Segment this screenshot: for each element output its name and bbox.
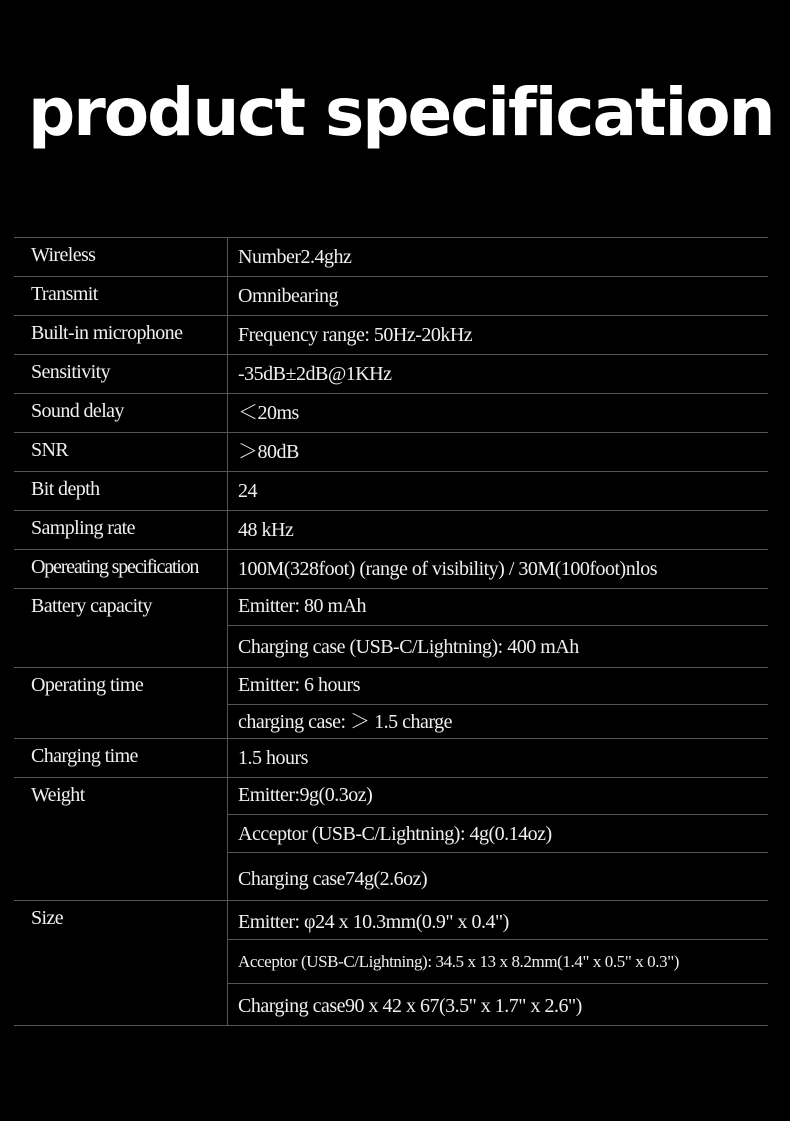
spec-label: Sensitivity [14, 355, 228, 393]
spec-label: SNR [14, 433, 228, 471]
spec-row-transmit [14, 277, 768, 316]
spec-label: Battery capacity [14, 589, 228, 667]
spec-row-sampling-rate [14, 511, 768, 550]
spec-value: Number2.4ghz [238, 246, 352, 268]
spec-value: Emitter: 80 mAh [238, 595, 367, 617]
page-title: product specification [28, 74, 774, 151]
spec-value: 1.5 hours [238, 747, 308, 769]
spec-label: Weight [14, 778, 228, 900]
spec-value: Charging case90 x 42 x 67(3.5" x 1.7" x 2.6") [228, 983, 768, 1025]
spec-value: 24 [238, 480, 257, 502]
spec-value: ＞80dB [238, 441, 299, 463]
spec-label: Opereating specification [14, 550, 228, 588]
spec-row-operating-time [14, 668, 768, 739]
spec-value: Charging case74g(2.6oz) [228, 852, 768, 900]
spec-row-sensitivity [14, 355, 768, 394]
spec-row-size [14, 901, 768, 1026]
spec-value: Acceptor (USB-C/Lightning): 34.5 x 13 x 8.2mm(1.4" x 0.5" x 0.3") [228, 939, 768, 983]
spec-row-wireless [14, 238, 768, 277]
spec-row-operating-spec [14, 550, 768, 589]
spec-value: Acceptor (USB-C/Lightning): 4g(0.14oz) [228, 814, 768, 852]
spec-label: Bit depth [14, 472, 228, 510]
spec-value: Omnibearing [238, 285, 339, 307]
spec-value: -35dB±2dB@1KHz [238, 363, 392, 385]
spec-row-battery [14, 589, 768, 668]
spec-row-snr [14, 433, 768, 472]
spec-label: Operating time [14, 668, 228, 738]
spec-value: charging case: ＞ 1.5 charge [228, 704, 768, 738]
spec-value: Charging case (USB-C/Lightning): 400 mAh [228, 625, 768, 667]
spec-value: ＜20ms [238, 402, 299, 424]
spec-row-weight [14, 778, 768, 901]
spec-table [14, 237, 768, 1026]
spec-value: Frequency range: 50Hz-20kHz [238, 324, 473, 346]
spec-label: Size [14, 901, 228, 1025]
spec-label: Sound delay [14, 394, 228, 432]
spec-value: Emitter: φ24 x 10.3mm(0.9" x 0.4") [238, 911, 509, 933]
spec-row-bit-depth [14, 472, 768, 511]
spec-value: Emitter:9g(0.3oz) [238, 784, 373, 806]
spec-value: 48 kHz [238, 519, 294, 541]
spec-value: Emitter: 6 hours [238, 674, 360, 696]
spec-row-sound-delay [14, 394, 768, 433]
spec-label: Charging time [14, 739, 228, 777]
spec-value: 100M(328foot) (range of visibility) / 30M(100foot)nlos [238, 558, 658, 580]
spec-label: Built-in microphone [14, 316, 228, 354]
spec-label: Sampling rate [14, 511, 228, 549]
spec-row-charging-time [14, 739, 768, 778]
spec-label: Transmit [14, 277, 228, 315]
spec-row-microphone [14, 316, 768, 355]
spec-label: Wireless [14, 238, 228, 276]
